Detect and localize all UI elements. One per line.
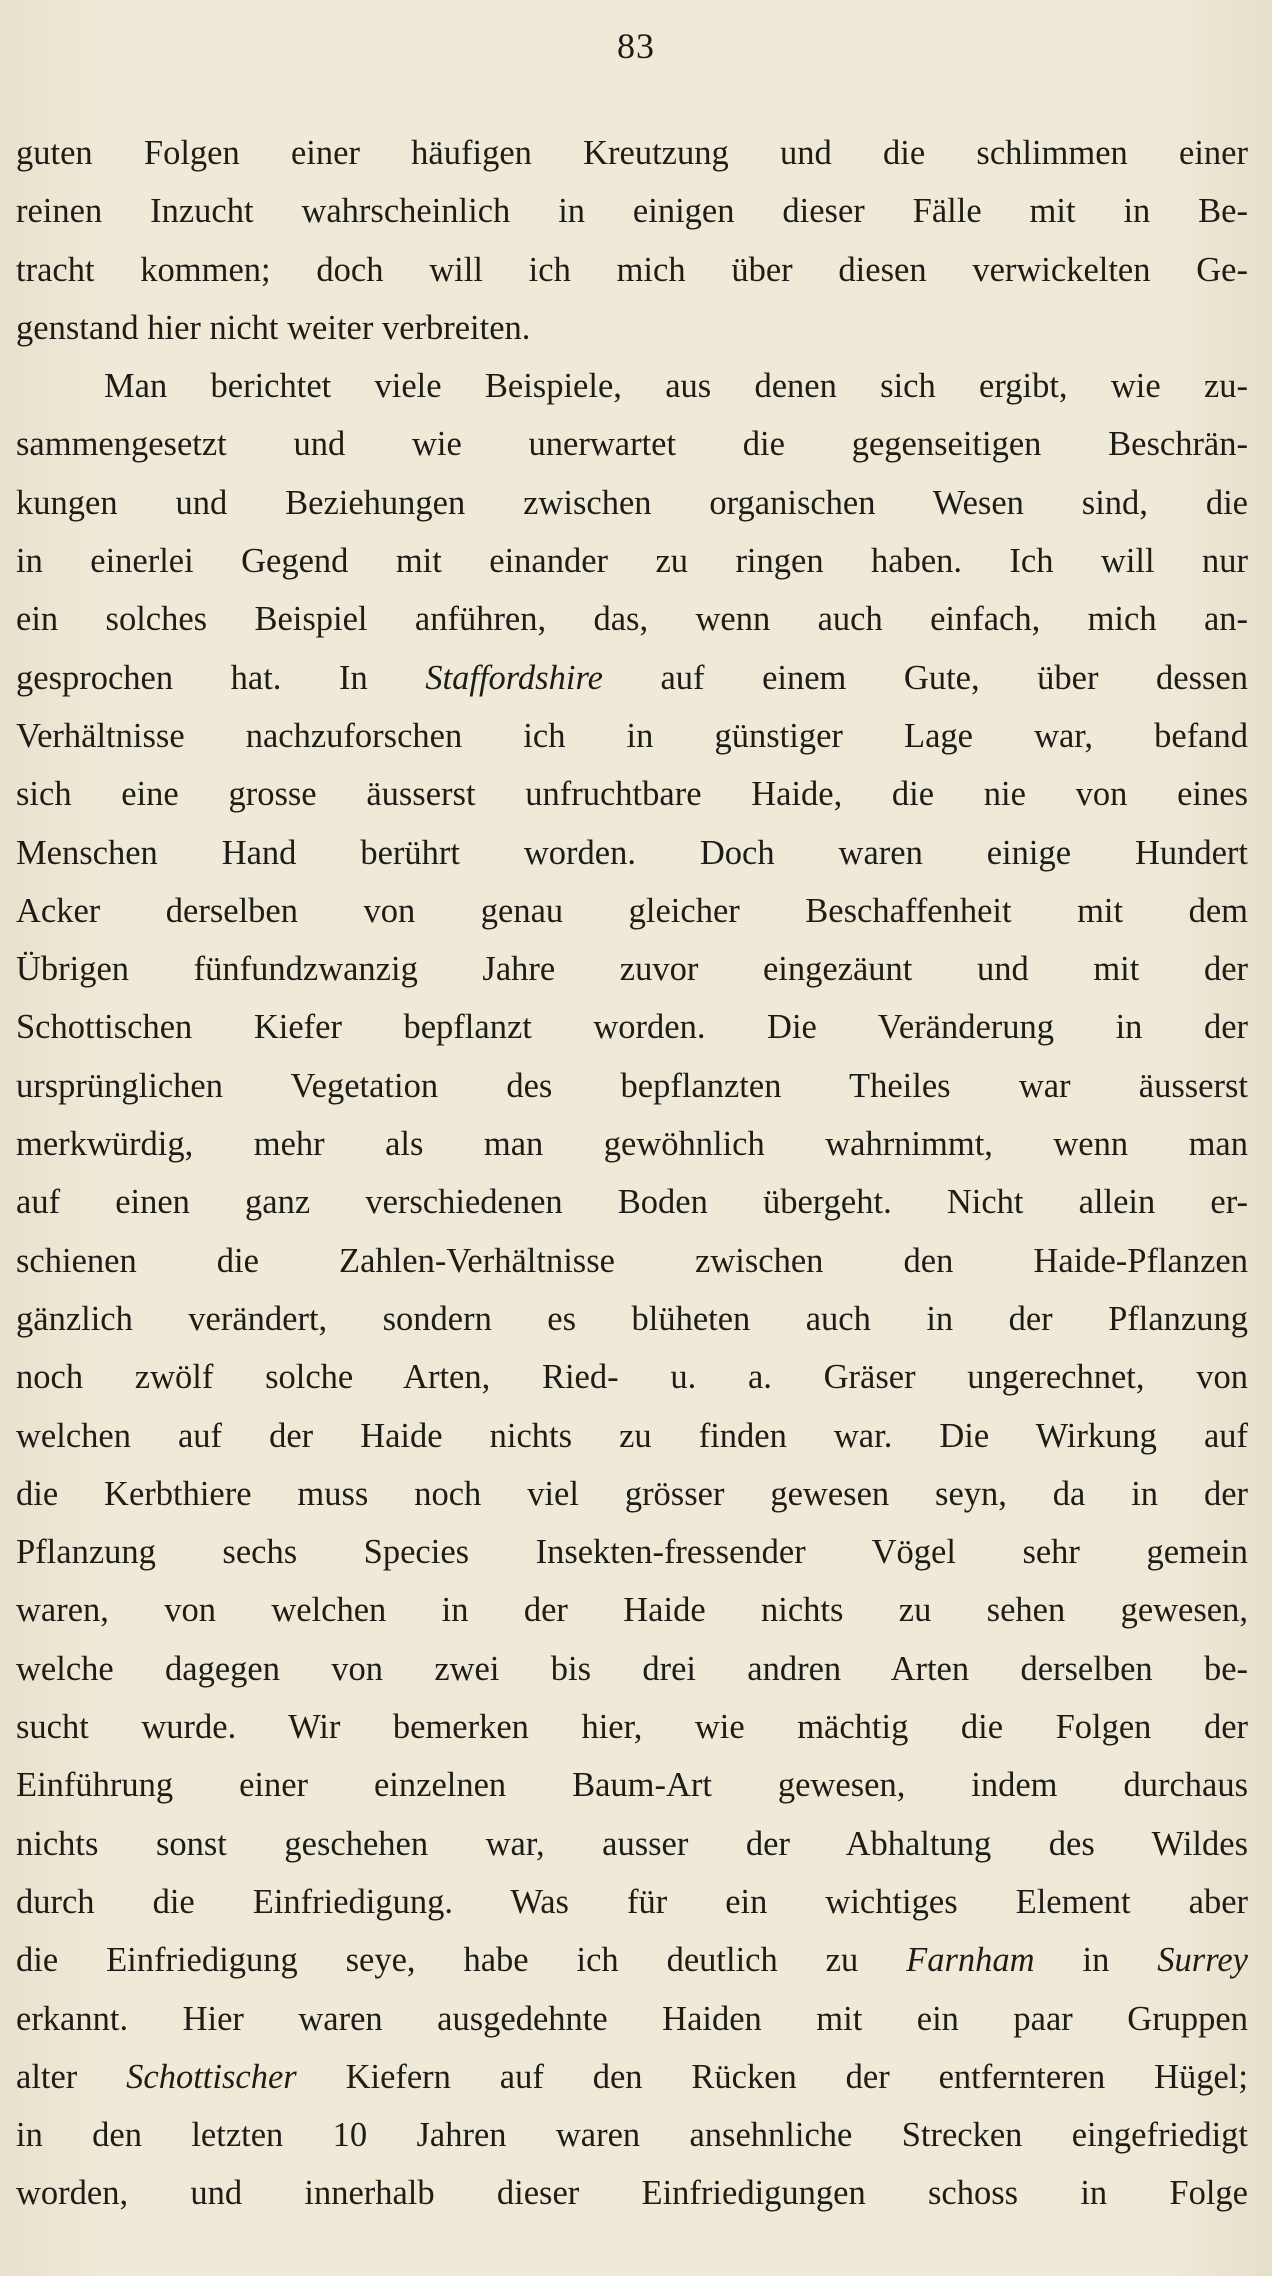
text-line (16, 1698, 1248, 1756)
text-line (16, 1232, 1248, 1290)
text-line (16, 1581, 1248, 1639)
text-fragment: auf einen ganz verschiedenen Boden übergeht. Nicht allein er- (16, 1183, 1248, 1222)
text-line (16, 2048, 1248, 2106)
text-fragment: merkwürdig, mehr als man gewöhnlich wahrnimmt, wenn man (16, 1125, 1248, 1164)
text-fragment: die Einfriedigung seye, habe ich deutlich zu (16, 1941, 907, 1980)
text-line (16, 882, 1248, 940)
text-fragment: gesprochen hat. In (16, 658, 426, 697)
text-fragment: Menschen Hand berührt worden. Doch waren einige Hundert (16, 833, 1248, 872)
italic-text: Farnham (906, 1941, 1035, 1980)
text-fragment: genstand hier nicht weiter verbreiten. (16, 308, 531, 347)
text-line (16, 590, 1248, 648)
text-line (16, 824, 1248, 882)
text-line (16, 998, 1248, 1056)
text-fragment: welchen auf der Haide nichts zu finden war. Die Wirkung auf (16, 1416, 1248, 1455)
text-fragment: sucht wurde. Wir bemerken hier, wie mächtig die Folgen der (16, 1708, 1248, 1747)
text-fragment: gänzlich verändert, sondern es blüheten auch in der Pflanzung (16, 1299, 1248, 1338)
text-line (16, 1931, 1248, 1989)
text-line (16, 1873, 1248, 1931)
text-line (16, 1640, 1248, 1698)
text-line (16, 357, 1248, 415)
italic-text: Surrey (1157, 1941, 1248, 1980)
text-line (16, 1348, 1248, 1406)
text-fragment: alter (16, 2057, 127, 2096)
text-line (16, 1815, 1248, 1873)
text-fragment: sich eine grosse äusserst unfruchtbare Haide, die nie von eines (16, 775, 1248, 814)
text-line (16, 940, 1248, 998)
text-line (16, 1057, 1248, 1115)
text-fragment: guten Folgen einer häufigen Kreutzung und die schlimmen einer (16, 134, 1248, 172)
text-fragment: durch die Einfriedigung. Was für ein wichtiges Element aber (16, 1882, 1248, 1921)
text-fragment: noch zwölf solche Arten, Ried- u. a. Gräser ungerechnet, von (16, 1358, 1248, 1397)
text-fragment: ein solches Beispiel anführen, das, wenn auch einfach, mich an- (16, 600, 1248, 639)
page-number: 83 (617, 26, 655, 66)
text-line (16, 2106, 1248, 2164)
text-line (16, 1756, 1248, 1814)
text-line (16, 649, 1248, 707)
italic-text: Schottischer (126, 2057, 297, 2096)
text-line (16, 1465, 1248, 1523)
text-fragment: kungen und Beziehungen zwischen organischen Wesen sind, die (16, 483, 1248, 522)
text-fragment: Kiefern auf den Rücken der entfernteren Hügel; (296, 2057, 1248, 2096)
text-fragment: in den letzten 10 Jahren waren ansehnliche Strecken eingefriedigt (16, 2116, 1248, 2155)
text-line (16, 1523, 1248, 1581)
text-fragment: ursprünglichen Vegetation des bepflanzten Theiles war äusserst (16, 1066, 1248, 1105)
text-fragment: tracht kommen; doch will ich mich über diesen verwickelten Ge- (16, 250, 1248, 289)
text-line (16, 1407, 1248, 1465)
text-fragment: die Kerbthiere muss noch viel grösser gewesen seyn, da in der (16, 1474, 1248, 1513)
italic-text: Staffordshire (425, 658, 603, 697)
text-fragment: sammengesetzt und wie unerwartet die gegenseitigen Beschrän- (16, 425, 1248, 464)
text-fragment: Übrigen fünfundzwanzig Jahre zuvor eingezäunt und mit der (16, 950, 1248, 989)
text-line (16, 241, 1248, 299)
text-line (16, 1115, 1248, 1173)
text-line (16, 474, 1248, 532)
text-fragment: reinen Inzucht wahrscheinlich in einigen dieser Fälle mit in Be- (16, 192, 1248, 231)
text-fragment: welche dagegen von zwei bis drei andren Arten derselben be- (16, 1649, 1248, 1688)
text-fragment: in einerlei Gegend mit einander zu ringen haben. Ich will nur (16, 542, 1248, 581)
text-fragment: in (1034, 1941, 1158, 1980)
text-fragment: Pflanzung sechs Species Insekten-fressender Vögel sehr gemein (16, 1533, 1248, 1572)
text-line (16, 1173, 1248, 1231)
text-line (16, 765, 1248, 823)
text-line (16, 707, 1248, 765)
text-fragment: erkannt. Hier waren ausgedehnte Haiden mit ein paar Gruppen (16, 1999, 1248, 2038)
text-line (16, 124, 1248, 182)
text-fragment: Verhältnisse nachzuforschen ich in günstiger Lage war, befand (16, 716, 1248, 755)
text-line (16, 2164, 1248, 2222)
text-fragment: worden, und innerhalb dieser Einfriedigungen schoss in Folge (16, 2174, 1248, 2213)
text-fragment: Man berichtet viele Beispiele, aus denen sich ergibt, wie zu- (104, 367, 1248, 406)
text-fragment: schienen die Zahlen-Verhältnisse zwischen den Haide-Pflanzen (16, 1241, 1248, 1280)
text-line (16, 1290, 1248, 1348)
text-fragment: waren, von welchen in der Haide nichts zu sehen gewesen, (16, 1591, 1248, 1630)
text-fragment: nichts sonst geschehen war, ausser der Abhaltung des Wildes (16, 1824, 1248, 1863)
text-line (16, 415, 1248, 473)
text-line (16, 532, 1248, 590)
text-fragment: Schottischen Kiefer bepflanzt worden. Die Veränderung in der (16, 1008, 1248, 1047)
text-line (16, 182, 1248, 240)
text-fragment: Einführung einer einzelnen Baum-Art gewesen, indem durchaus (16, 1766, 1248, 1805)
text-line (16, 1990, 1248, 2048)
text-fragment: Acker derselben von genau gleicher Beschaffenheit mit dem (16, 891, 1248, 930)
text-fragment: auf einem Gute, über dessen (602, 658, 1248, 697)
text-line (16, 299, 1248, 357)
body-text (16, 124, 1248, 2223)
